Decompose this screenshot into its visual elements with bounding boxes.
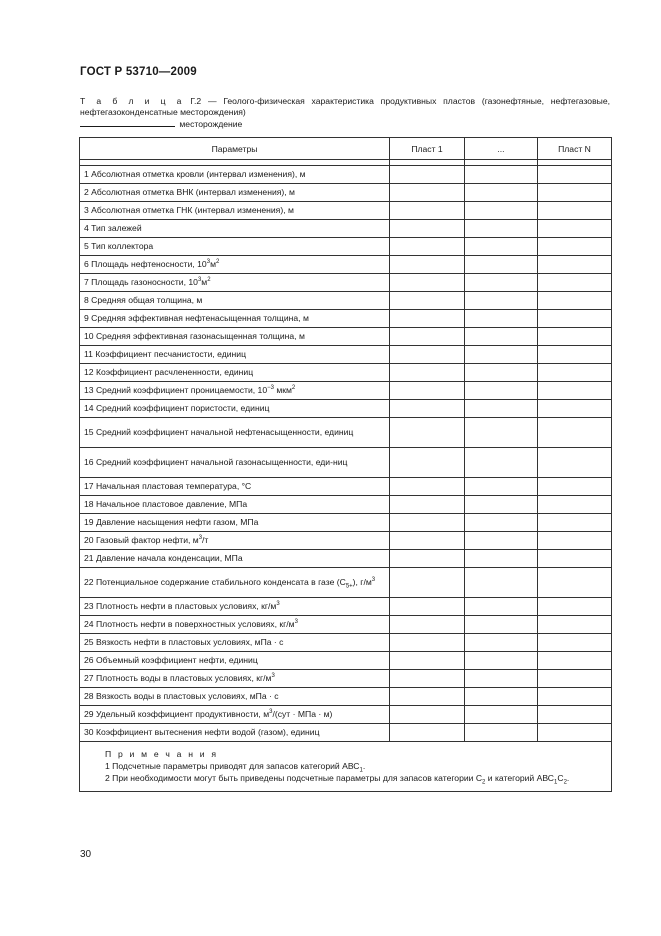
ellipsis-cell xyxy=(465,202,538,220)
layer-n-cell xyxy=(538,688,612,706)
ellipsis-cell xyxy=(465,724,538,742)
layer-n-cell xyxy=(538,598,612,616)
ellipsis-cell xyxy=(465,706,538,724)
table-row xyxy=(80,220,612,238)
ellipsis-cell xyxy=(465,328,538,346)
layer-n-cell xyxy=(538,238,612,256)
ellipsis-cell xyxy=(465,478,538,496)
table-caption xyxy=(80,96,610,130)
layer-1-cell xyxy=(390,616,465,634)
layer-1-cell xyxy=(390,382,465,400)
layer-1-cell xyxy=(390,550,465,568)
layer-1-cell xyxy=(390,670,465,688)
layer-n-cell xyxy=(538,292,612,310)
layer-n-cell xyxy=(538,448,612,478)
table-row xyxy=(80,292,612,310)
table-row xyxy=(80,364,612,382)
table-row xyxy=(80,310,612,328)
parameter-cell: 22 Потенциальное содержание стабильного конденсата в газе $(С_{5+})$, $г/м^3$ xyxy=(80,568,390,598)
parameter-cell: 28 Вязкость воды в пластовых условиях, мПа · с xyxy=(80,688,390,706)
parameter-cell: 29 Удельный коэффициент продуктивности, $м^3/(сут$ · МПа · м) xyxy=(80,706,390,724)
ellipsis-cell xyxy=(465,346,538,364)
layer-1-cell xyxy=(390,478,465,496)
layer-n-cell xyxy=(538,184,612,202)
layer-1-cell xyxy=(390,634,465,652)
parameter-cell: 14 Средний коэффициент пористости, единиц xyxy=(80,400,390,418)
caption-text: Г.2 — Геолого-физическая характеристика продуктивных пластов (газонефтяные, нефтегазовые, нефтегазоконденсатные месторождения) xyxy=(80,96,610,117)
layer-1-cell xyxy=(390,598,465,616)
ellipsis-cell xyxy=(465,670,538,688)
layer-n-cell xyxy=(538,400,612,418)
table-row xyxy=(80,634,612,652)
notes-cell xyxy=(80,742,612,792)
ellipsis-cell xyxy=(465,688,538,706)
parameter-cell: 7 Площадь газоносности, $10^3м^2$ xyxy=(80,274,390,292)
ellipsis-cell xyxy=(465,382,538,400)
table-row xyxy=(80,724,612,742)
table-row xyxy=(80,532,612,550)
layer-n-cell xyxy=(538,478,612,496)
layer-1-cell xyxy=(390,292,465,310)
table-row xyxy=(80,568,612,598)
parameter-cell: 12 Коэффициент расчлененности, единиц xyxy=(80,364,390,382)
table-row xyxy=(80,550,612,568)
layer-n-cell xyxy=(538,496,612,514)
note-2: 2 При необходимости могут быть приведены подсчетные параметры для запасов категории $С_2$ и категорий $АВС_1С_2$. xyxy=(105,773,570,786)
ellipsis-cell xyxy=(465,220,538,238)
layer-n-cell xyxy=(538,532,612,550)
layer-1-cell xyxy=(390,220,465,238)
document-id: ГОСТ Р 53710—2009 xyxy=(80,66,197,78)
layer-n-cell xyxy=(538,202,612,220)
ellipsis-cell xyxy=(465,448,538,478)
layer-1-cell xyxy=(390,652,465,670)
layer-1-cell xyxy=(390,448,465,478)
table-row xyxy=(80,670,612,688)
note-1: 1 Подсчетные параметры приводят для запасов категорий $АВС_1$. xyxy=(105,761,366,774)
layer-1-cell xyxy=(390,256,465,274)
page-number: 30 xyxy=(80,849,92,860)
layer-n-cell xyxy=(538,616,612,634)
table-row xyxy=(80,166,612,184)
table-row xyxy=(80,184,612,202)
parameter-cell: 17 Начальная пластовая температура, °С xyxy=(80,478,390,496)
layer-n-cell xyxy=(538,364,612,382)
layer-1-cell xyxy=(390,568,465,598)
table-row xyxy=(80,202,612,220)
table-row xyxy=(80,382,612,400)
layer-1-cell xyxy=(390,364,465,382)
parameter-cell: 15 Средний коэффициент начальной нефтенасыщенности, единиц xyxy=(80,418,390,448)
ellipsis-cell xyxy=(465,514,538,532)
ellipsis-cell xyxy=(465,166,538,184)
parameter-cell: 11 Коэффициент песчанистости, единиц xyxy=(80,346,390,364)
layer-n-cell xyxy=(538,706,612,724)
table-row xyxy=(80,514,612,532)
parameter-cell: 25 Вязкость нефти в пластовых условиях, мПа · с xyxy=(80,634,390,652)
table-row xyxy=(80,652,612,670)
table-row xyxy=(80,400,612,418)
parameter-cell: 24 Плотность нефти в поверхностных условиях, $кг/м^3$ xyxy=(80,616,390,634)
layer-1-cell xyxy=(390,418,465,448)
table-row xyxy=(80,274,612,292)
layer-1-cell xyxy=(390,514,465,532)
notes-heading: П р и м е ч а н и я xyxy=(105,749,219,759)
table-row xyxy=(80,448,612,478)
layer-1-cell xyxy=(390,724,465,742)
ellipsis-cell xyxy=(465,496,538,514)
characteristics-table xyxy=(79,137,612,792)
ellipsis-cell xyxy=(465,184,538,202)
layer-n-cell xyxy=(538,514,612,532)
ellipsis-cell xyxy=(465,418,538,448)
layer-n-cell xyxy=(538,310,612,328)
notes-row xyxy=(80,742,612,792)
table-row xyxy=(80,238,612,256)
layer-n-cell xyxy=(538,166,612,184)
layer-1-cell xyxy=(390,532,465,550)
parameter-cell: 10 Средняя эффективная газонасыщенная толщина, м xyxy=(80,328,390,346)
ellipsis-cell xyxy=(465,238,538,256)
parameter-cell: 4 Тип залежей xyxy=(80,220,390,238)
ellipsis-cell xyxy=(465,532,538,550)
ellipsis-cell xyxy=(465,364,538,382)
layer-1-cell xyxy=(390,706,465,724)
layer-1-cell xyxy=(390,184,465,202)
parameter-cell: 16 Средний коэффициент начальной газонасыщенности, еди-ниц xyxy=(80,448,390,478)
ellipsis-cell xyxy=(465,652,538,670)
parameter-cell: 19 Давление насыщения нефти газом, МПа xyxy=(80,514,390,532)
table-row xyxy=(80,616,612,634)
layer-1-cell xyxy=(390,496,465,514)
parameter-cell: 18 Начальное пластовое давление, МПа xyxy=(80,496,390,514)
ellipsis-cell xyxy=(465,274,538,292)
table-row xyxy=(80,328,612,346)
table-row xyxy=(80,706,612,724)
parameter-cell: 21 Давление начала конденсации, МПа xyxy=(80,550,390,568)
layer-n-cell xyxy=(538,670,612,688)
layer-n-cell xyxy=(538,568,612,598)
column-header-parameters: Параметры xyxy=(80,138,390,160)
layer-n-cell xyxy=(538,346,612,364)
column-header-layer-n: Пласт N xyxy=(538,138,612,160)
layer-n-cell xyxy=(538,256,612,274)
table-row xyxy=(80,478,612,496)
layer-1-cell xyxy=(390,238,465,256)
layer-1-cell xyxy=(390,400,465,418)
layer-1-cell xyxy=(390,328,465,346)
layer-n-cell xyxy=(538,220,612,238)
field-name-blank xyxy=(80,118,175,127)
parameter-cell: 3 Абсолютная отметка ГНК (интервал изменения), м xyxy=(80,202,390,220)
table-row xyxy=(80,598,612,616)
parameter-cell: 9 Средняя эффективная нефтенасыщенная толщина, м xyxy=(80,310,390,328)
parameter-cell: 20 Газовый фактор нефти, $м^3/т$ xyxy=(80,532,390,550)
parameter-cell: 6 Площадь нефтеносности, $10^3м^2$ xyxy=(80,256,390,274)
layer-1-cell xyxy=(390,346,465,364)
layer-n-cell xyxy=(538,550,612,568)
parameter-cell: 30 Коэффициент вытеснения нефти водой (газом), единиц xyxy=(80,724,390,742)
ellipsis-cell xyxy=(465,568,538,598)
table-row xyxy=(80,346,612,364)
parameter-cell: 23 Плотность нефти в пластовых условиях, $кг/м^3$ xyxy=(80,598,390,616)
ellipsis-cell xyxy=(465,400,538,418)
parameter-cell: 27 Плотность воды в пластовых условиях, $кг/м^3$ xyxy=(80,670,390,688)
caption-field-suffix: месторождение xyxy=(179,119,243,129)
parameter-cell: 13 Средний коэффициент проницаемости, $10^{-3}$ мкм$^2$ xyxy=(80,382,390,400)
ellipsis-cell xyxy=(465,550,538,568)
layer-n-cell xyxy=(538,634,612,652)
layer-1-cell xyxy=(390,310,465,328)
column-header-layer-1: Пласт 1 xyxy=(390,138,465,160)
ellipsis-cell xyxy=(465,598,538,616)
table-header-row xyxy=(80,138,612,160)
layer-1-cell xyxy=(390,274,465,292)
parameter-cell: 26 Объемный коэффициент нефти, единиц xyxy=(80,652,390,670)
parameter-cell: 5 Тип коллектора xyxy=(80,238,390,256)
table-row xyxy=(80,496,612,514)
parameter-cell: 1 Абсолютная отметка кровли (интервал изменения), м xyxy=(80,166,390,184)
ellipsis-cell xyxy=(465,310,538,328)
layer-1-cell xyxy=(390,166,465,184)
table-row xyxy=(80,256,612,274)
layer-n-cell xyxy=(538,652,612,670)
table-row xyxy=(80,688,612,706)
layer-1-cell xyxy=(390,688,465,706)
parameter-cell: 8 Средняя общая толщина, м xyxy=(80,292,390,310)
table-row xyxy=(80,418,612,448)
ellipsis-cell xyxy=(465,616,538,634)
layer-n-cell xyxy=(538,418,612,448)
layer-n-cell xyxy=(538,382,612,400)
ellipsis-cell xyxy=(465,292,538,310)
caption-prefix: Т а б л и ц а xyxy=(80,96,184,106)
layer-n-cell xyxy=(538,328,612,346)
column-header-ellipsis: ... xyxy=(465,138,538,160)
layer-n-cell xyxy=(538,724,612,742)
layer-n-cell xyxy=(538,274,612,292)
layer-1-cell xyxy=(390,202,465,220)
parameter-cell: 2 Абсолютная отметка ВНК (интервал изменения), м xyxy=(80,184,390,202)
ellipsis-cell xyxy=(465,634,538,652)
ellipsis-cell xyxy=(465,256,538,274)
